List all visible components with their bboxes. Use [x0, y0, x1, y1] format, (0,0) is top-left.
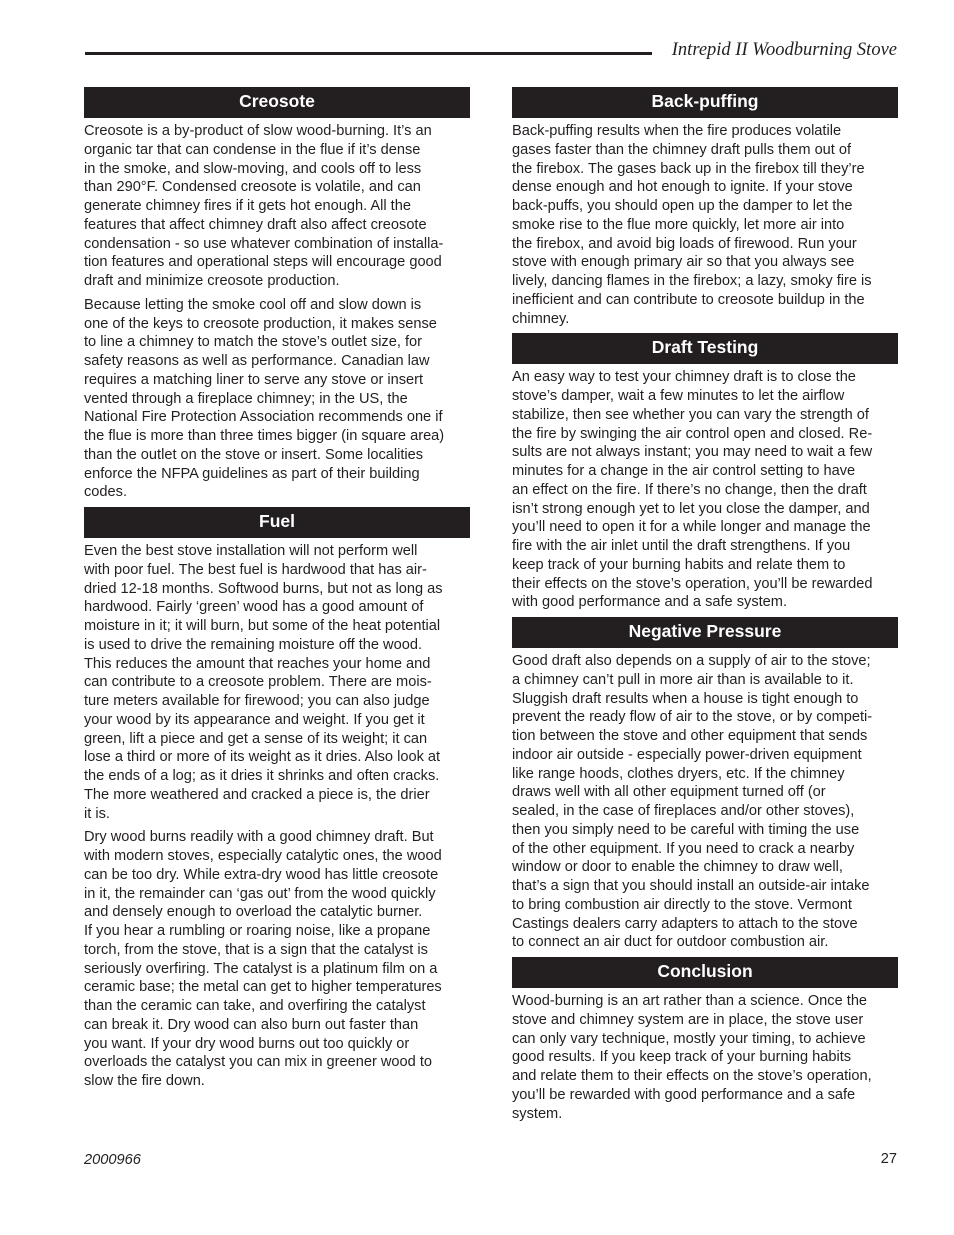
- section-heading-negative-pressure: Negative Pressure: [512, 617, 898, 648]
- section-heading-draft-testing: Draft Testing: [512, 333, 898, 364]
- creosote-paragraph-2: Because letting the smoke cool off and slow down is one of the keys to creosote production, it makes sense to line a chimney to match the stove’s outlet size, for safety reasons as well as performance. Canadian law requires a matching liner to serve any stove or insert vented through a fireplace chimney; in the US, the National Fire Protection Association recommends one if the flue is more than three times bigger (in square area) than the outlet on the stove or insert. Some localities enforce the NFPA guidelines as part of their building codes.: [84, 296, 445, 501]
- right-column: [512, 87, 898, 1128]
- page-number: 27: [880, 1151, 897, 1167]
- header-rule: [85, 52, 652, 55]
- section-heading-fuel: Fuel: [84, 507, 470, 538]
- section-heading-back-puffing: Back-puffing: [512, 87, 898, 118]
- document-number: 2000966: [84, 1152, 141, 1168]
- creosote-paragraph-1: Creosote is a by-product of slow wood-burning. It’s an organic tar that can condense in the flue if it’s dense in the smoke, and slow-moving, and cools off to less than 290°F. Condensed creosote is volatile, and can generate chimney fires if it gets hot enough. All the features that affect chimney draft also affect creosote condensation - so use whatever combination of installa- tion features and operational steps will encourage good draft and minimize creosote production.: [84, 123, 444, 289]
- negative-pressure-paragraph: Good draft also depends on a supply of air to the stove; a chimney can’t pull in more air than is available to it. Sluggish draft results when a house is tight enough to prevent the ready flow of air to the stove, or by competi- tion between the stove and other equipment that sends indoor air outside - especially power-driven equipment like range hoods, clothes dryers, etc. If the chimney draws well with all other equipment turned off (or sealed, in the case of fireplaces and/or other stoves), then you simply need to be careful with timing the use of the other equipment. If you need to crack a nearby window or door to enable the chimney to draw well, that’s a sign that you should install an outside-air intake to bring combustion air directly to the stove. Vermont Castings dealers carry adapters to attach to the stove to connect an air duct for outdoor combustion air.: [512, 653, 873, 951]
- section-heading-creosote: Creosote: [84, 87, 470, 118]
- fuel-paragraph-2: Dry wood burns readily with a good chimney draft. But with modern stoves, especially catalytic ones, the wood can be too dry. While extra-dry wood has little creosote in it, the remainder can ‘gas out’ from the wood quickly and densely enough to overload the catalytic burner. If you hear a rumbling or roaring noise, like a propane torch, from the stove, that is a sign that the catalyst is seriously overfiring. The catalyst is a platinum film on a ceramic base; the metal can get to higher temperatures than the ceramic can take, and overfiring the catalyst can break it. Dry wood can also burn out faster than you want. If your dry wood burns out too quickly or overloads the catalyst you can mix in greener wood to slow the fire down.: [84, 829, 442, 1089]
- back-puffing-paragraph: Back-puffing results when the fire produces volatile gases faster than the chimney draft pulls them out of the firebox. The gases back up in the firebox till they’re dense enough and hot enough to ignite. If your stove back-puffs, you should open up the damper to let the smoke rise to the flue more quickly, let more air into the firebox, and avoid big loads of firewood. Run your stove with enough primary air so that you always see lively, dancing flames in the firebox; a lazy, smoky fire is inefficient and can contribute to creosote buildup in the chimney.: [512, 123, 872, 327]
- conclusion-paragraph: Wood-burning is an art rather than a science. Once the stove and chimney system are in place, the stove user can only vary technique, mostly your timing, to achieve good results. If you keep track of your burning habits and relate them to their effects on the stove’s operation, you’ll be rewarded with good performance and a safe system.: [512, 993, 872, 1122]
- draft-testing-paragraph: An easy way to test your chimney draft is to close the stove’s damper, wait a few minutes to let the airflow stabilize, then see whether you can vary the strength of the fire by swinging the air control open and closed. Re- sults are not always instant; you may need to wait a few minutes for a change in the air control setting to have an effect on the fire. If there’s no change, then the draft isn’t strong enough yet to let you close the damper, and you’ll need to open it for a while longer and manage the fire with the air inlet until the draft strengthens. If you keep track of your burning habits and relate them to their effects on the stove’s operation, you’ll be rewarded with good performance and a safe system.: [512, 369, 873, 611]
- fuel-paragraph-1: Even the best stove installation will not perform well with poor fuel. The best fuel is hardwood that has air- dried 12-18 months. Softwood burns, but not as long as hardwood. Fairly ‘green’ wood has a good amount of moisture in it; it will burn, but some of the heat potential is used to drive the remaining moisture off the wood. This reduces the amount that reaches your home and can contribute to a creosote problem. There are mois- ture meters available for firewood; you can also judge your wood by its appearance and weight. If you get it green, lift a piece and get a sense of its weight; it can lose a third or more of its weight as it dries. Also look at the ends of a log; as it dries it shrinks and often cracks. The more weathered and cracked a piece is, the drier it is.: [84, 543, 443, 822]
- left-column: [84, 87, 470, 1096]
- document-title: Intrepid II Woodburning Stove: [671, 40, 897, 60]
- section-heading-conclusion: Conclusion: [512, 957, 898, 988]
